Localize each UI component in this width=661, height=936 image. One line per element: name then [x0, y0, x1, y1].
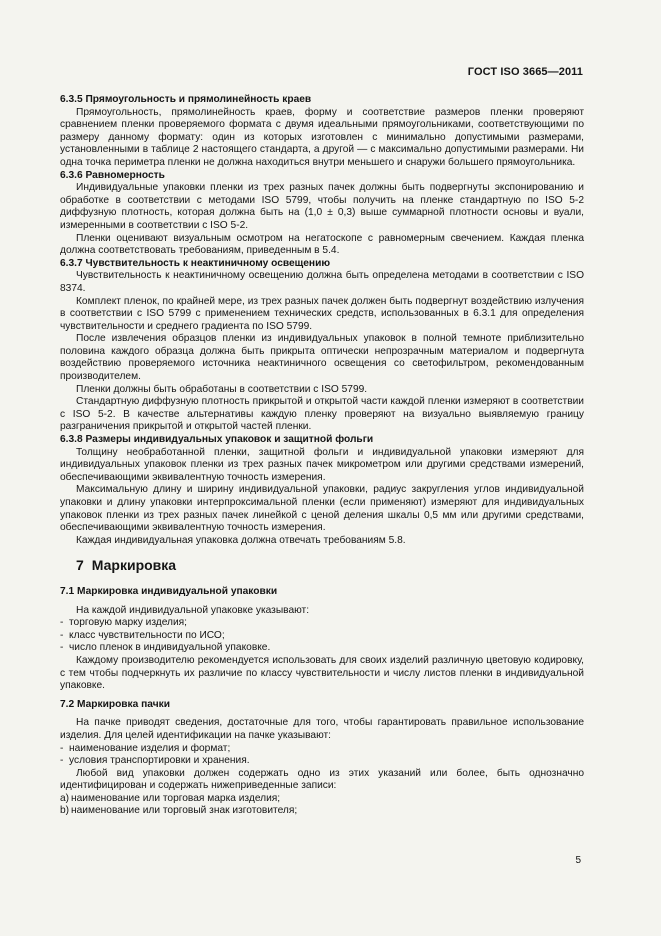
list-marker: - — [60, 742, 64, 754]
section-heading — [76, 559, 584, 572]
paragraph: Каждому производителю рекомендуется использовать для своих изделий различную цветовую кодировку, с тем чтобы подчеркнуть их различие по классу чувствительности и числу листов пленки в индивидуальной упаковке. — [60, 654, 584, 692]
list-item-text: наименование изделия и формат; — [69, 742, 231, 754]
list-marker: b) — [60, 805, 70, 817]
page-number: 5 — [575, 855, 581, 866]
list-item-text: условия транспортировки и хранения. — [69, 755, 250, 767]
lettered-list-item — [60, 805, 584, 818]
paragraph: На пачке приводят сведения, достаточные для того, чтобы гарантировать правильное использование изделия. Для целей идентификации на пачке указывают: — [60, 717, 584, 741]
paragraph: Чувствительность к неактиничному освещению должна быть определена методами в соответствии с ISO 8374. — [60, 270, 584, 294]
section-title: Маркировка — [91, 557, 177, 574]
paragraph: Комплект пленок, по крайней мере, из трех разных пачек должен быть подвергнут воздействию излучения в соответствии с ISO 5799 с применением технических средств, использованных в 6.3.1 для определения чувствительности и среднего градиента по ISO 5799. — [60, 295, 584, 332]
list-item-text: наименование или торговый знак изготовителя; — [71, 805, 298, 817]
list-item-text: торговую марку изделия; — [69, 617, 188, 629]
dash-list-item — [60, 617, 584, 630]
paragraph: После извлечения образцов пленки из индивидуальных упаковок в полной темноте приблизительно половина каждого образца должна быть прикрыта оптически непрозрачным материалом и подвергнута воздействию проверяемого источника неактиничного освещения со светофильтром, рекомендованным производителем. — [60, 333, 584, 383]
paragraph: Пленки должны быть обработаны в соответствии с ISO 5799. — [76, 383, 368, 395]
subsection-heading: 6.3.6 Равномерность — [60, 169, 165, 181]
list-marker: - — [60, 617, 64, 629]
paragraph: Индивидуальные упаковки пленки из трех разных пачек должны быть подвергнуты экспонированию и обработке в соответствии с методами ISO 5799, чтобы получить на пленке стандартную по ISO 5-2 диффузную плотность, которая должна быть на (1,0 ± 0,3) выше суммарной плотности основы и вуали, измеренными в соответствии с ISO 5-2. — [60, 182, 584, 231]
paragraph: Прямоугольность, прямолинейность краев, форму и соответствие размеров пленки проверяют сравнением пленки проверяемого формата с двумя идеальными прямоугольниками, соответствующими по размеру данному формату: один из которых изготовлен с минимально допустимыми размерами, установленными в таблице 2 настоящего стандарта, а другой — с максимально допустимыми размерами. Ни одна точка периметра пленки не должна находиться внутри меньшего и снаружи большего прямоугольника. — [60, 106, 584, 168]
paragraph: Толщину необработанной пленки, защитной фольги и индивидуальной упаковки измеряют для индивидуальных упаковок пленки из трех разных пачек микрометром или другими средствами измерений, обеспечивающими эквивалентную точность измерения. — [60, 446, 584, 483]
list-marker: - — [60, 629, 64, 641]
dash-list-item — [60, 743, 584, 756]
list-item-text: класс чувствительности по ИСО; — [69, 629, 225, 641]
list-item-text: число пленок в индивидуальной упаковке. — [69, 642, 271, 654]
subsection-heading: 7.2 Маркировка пачки — [60, 698, 170, 710]
paragraph: Пленки оценивают визуальным осмотром на негатоскопе с равномерным свечением. Каждая пленка должна соответствовать требованиям, приведенным в 5.4. — [60, 232, 584, 257]
dash-list-item — [60, 755, 584, 768]
list-marker: a) — [60, 792, 70, 804]
list-marker: - — [60, 755, 64, 767]
paragraph: Любой вид упаковки должен содержать одно из этих указаний или более, быть однозначно идентифицирован и содержать нижеприведенные записи: — [60, 767, 584, 792]
list-marker: - — [60, 642, 64, 654]
paragraph: На каждой индивидуальной упаковке указывают: — [76, 604, 310, 616]
paragraph: Каждая индивидуальная упаковка должна отвечать требованиям 5.8. — [76, 534, 406, 546]
document-body — [60, 94, 584, 818]
dash-list-item — [60, 630, 584, 643]
lettered-list-item — [60, 793, 584, 806]
subsection-heading: 6.3.7 Чувствительность к неактиничному освещению — [60, 257, 331, 269]
subsection-heading: 7.1 Маркировка индивидуальной упаковки — [60, 585, 278, 597]
subsection-heading: 6.3.5 Прямоугольность и прямолинейность краев — [60, 94, 312, 105]
document-header-code: ГОСТ ISO 3665—2011 — [467, 66, 583, 78]
dash-list-item — [60, 642, 584, 655]
section-number: 7 — [76, 557, 84, 574]
paragraph: Стандартную диффузную плотность прикрытой и открытой части каждой пленки измеряют в соответствии с ISO 5-2. В качестве альтернативы каждую пленку проверяют на визуально выявляемую границу разграничения прикрытой и открытой частей пленки. — [60, 396, 584, 433]
list-item-text: наименование или торговая марка изделия; — [71, 792, 281, 804]
subsection-heading: 6.3.8 Размеры индивидуальных упаковок и защитной фольги — [60, 434, 374, 446]
paragraph: Максимальную длину и ширину индивидуальной упаковки, радиус закругления углов индивидуальной упаковки и длину упаковки интерпроксимальной пленки (если применяют) измеряют для индивидуальных упаковок пленки из трех разных пачек линейкой с ценой деления шкалы 0,5 мм или другими средствами, обеспечивающими эквивалентную точность измерения. — [60, 484, 584, 534]
